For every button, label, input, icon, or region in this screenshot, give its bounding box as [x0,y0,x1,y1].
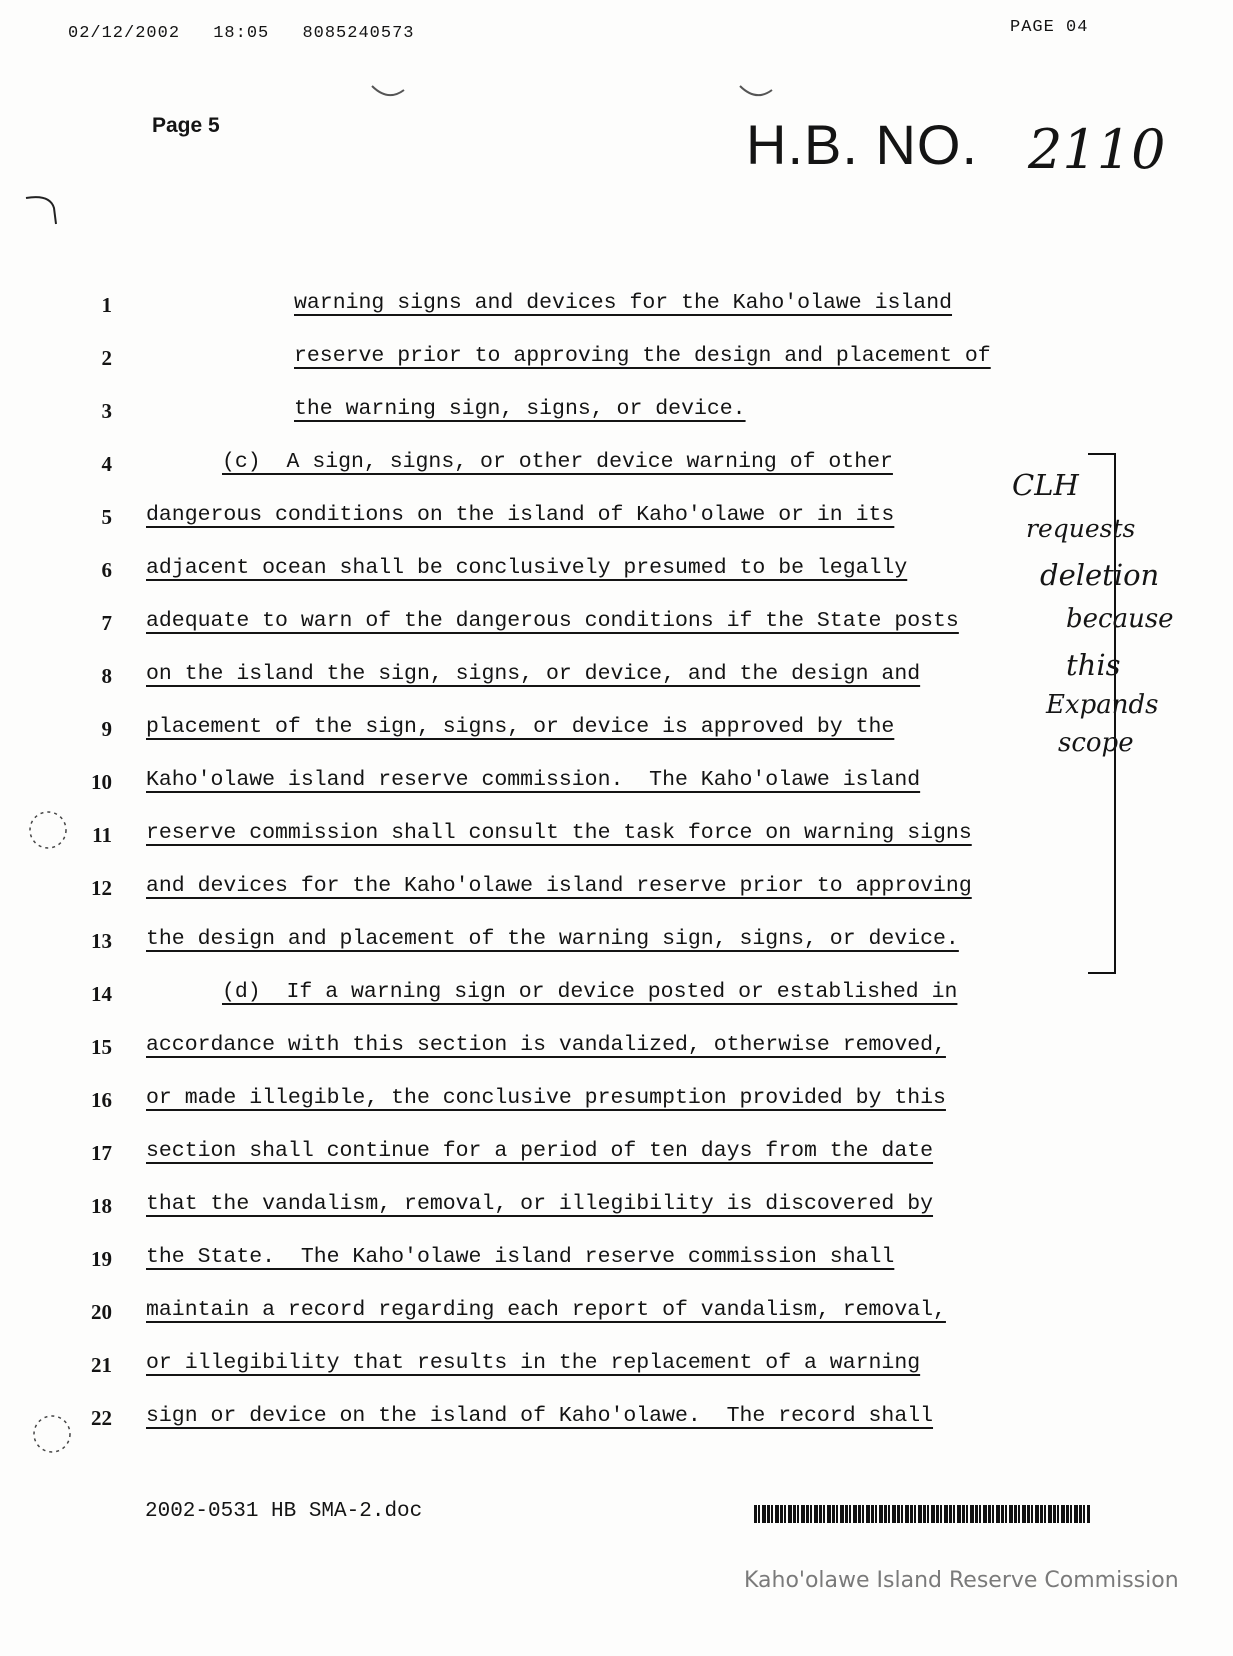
line-number: 5 [101,505,112,529]
line-number: 2 [101,346,112,370]
bill-line [0,711,1150,751]
line-number: 8 [101,664,112,688]
watermark: Kaho'olawe Island Reserve Commission [744,1568,1179,1593]
margin-note-line: CLH [1012,468,1079,502]
line-text: reserve prior to approving the design and placement of [294,344,991,368]
punch-hole-mark [368,76,408,106]
margin-note-line: deletion [1040,558,1160,592]
bill-line [0,499,1150,539]
fax-date: 02/12/2002 [68,24,181,43]
bill-line [0,446,1150,486]
line-number: 21 [91,1353,112,1377]
line-number: 22 [91,1406,112,1430]
margin-note-line: scope [1058,728,1134,758]
bill-line [0,764,1150,804]
line-text: the State. The Kaho'olawe island reserve commission shall [146,1245,895,1269]
document-id: 2002-0531 HB SMA-2.doc [145,1500,423,1523]
line-text: maintain a record regarding each report of vandalism, removal, [146,1298,946,1322]
line-number: 16 [91,1088,112,1112]
line-number: 11 [92,823,112,847]
line-text: accordance with this section is vandalized, otherwise removed, [146,1033,946,1057]
punch-hole-mark [736,76,776,106]
fax-header [68,24,436,43]
line-number: 3 [101,399,112,423]
line-text: the design and placement of the warning sign, signs, or device. [146,927,959,951]
line-text: section shall continue for a period of ten days from the date [146,1139,934,1163]
line-text: that the vandalism, removal, or illegibility is discovered by [146,1192,934,1216]
line-number: 17 [91,1141,112,1165]
bill-line [0,1135,1150,1175]
page-label: Page 5 [152,114,220,137]
line-text: adequate to warn of the dangerous conditions if the State posts [146,609,959,633]
bill-line [0,1347,1150,1387]
line-number: 19 [91,1247,112,1271]
line-number: 6 [101,558,112,582]
bill-line [0,817,1150,857]
line-number: 10 [91,770,112,794]
bill-line [0,393,1150,433]
line-number: 14 [91,982,112,1006]
line-number: 15 [91,1035,112,1059]
bill-label: H.B. NO. [746,113,979,176]
line-text: (d) If a warning sign or device posted or established in [222,980,958,1004]
bill-line [0,552,1150,592]
line-text: Kaho'olawe island reserve commission. The Kaho'olawe island [146,768,921,792]
line-text: adjacent ocean shall be conclusively presumed to be legally [146,556,908,580]
bill-line [0,287,1150,327]
line-number: 18 [91,1194,112,1218]
fax-time: 18:05 [213,24,270,43]
bill-line [0,1188,1150,1228]
line-text: warning signs and devices for the Kaho'olawe island [294,291,953,315]
bill-line [0,1082,1150,1122]
line-text: dangerous conditions on the island of Kaho'olawe or in its [146,503,895,527]
line-number: 1 [101,293,112,317]
bill-line [0,658,1150,698]
line-text: the warning sign, signs, or device. [294,397,746,421]
line-number: 12 [91,876,112,900]
bill-line [0,1294,1150,1334]
margin-note-line: Expands [1046,690,1159,720]
line-text: placement of the sign, signs, or device is approved by the [146,715,895,739]
fax-page-number: PAGE 04 [1010,18,1089,37]
bill-line [0,923,1150,963]
bill-line [0,1029,1150,1069]
line-text: reserve commission shall consult the task force on warning signs [146,821,972,845]
fax-number: 8085240573 [302,24,415,43]
margin-note-line: this [1066,648,1121,682]
line-text: on the island the sign, signs, or device, and the design and [146,662,921,686]
line-text: sign or device on the island of Kaho'olawe. The record shall [146,1404,934,1428]
line-number: 7 [101,611,112,635]
barcode [754,1505,1090,1523]
bill-number-handwritten: 2110 [1028,118,1166,181]
line-number: 4 [101,452,112,476]
bill-line [0,976,1150,1016]
bill-line [0,1400,1150,1440]
bill-line [0,605,1150,645]
margin-note-line: requests [1026,514,1136,543]
line-number: 20 [91,1300,112,1324]
line-text: (c) A sign, signs, or other device warning of other [222,450,893,474]
line-text: or illegibility that results in the replacement of a warning [146,1351,921,1375]
bill-line [0,340,1150,380]
bill-line [0,870,1150,910]
line-number: 13 [91,929,112,953]
line-number: 9 [101,717,112,741]
margin-scan-mark [20,190,60,230]
margin-note-line: because [1066,604,1174,634]
line-text: and devices for the Kaho'olawe island reserve prior to approving [146,874,972,898]
bill-line [0,1241,1150,1281]
line-text: or made illegible, the conclusive presumption provided by this [146,1086,946,1110]
